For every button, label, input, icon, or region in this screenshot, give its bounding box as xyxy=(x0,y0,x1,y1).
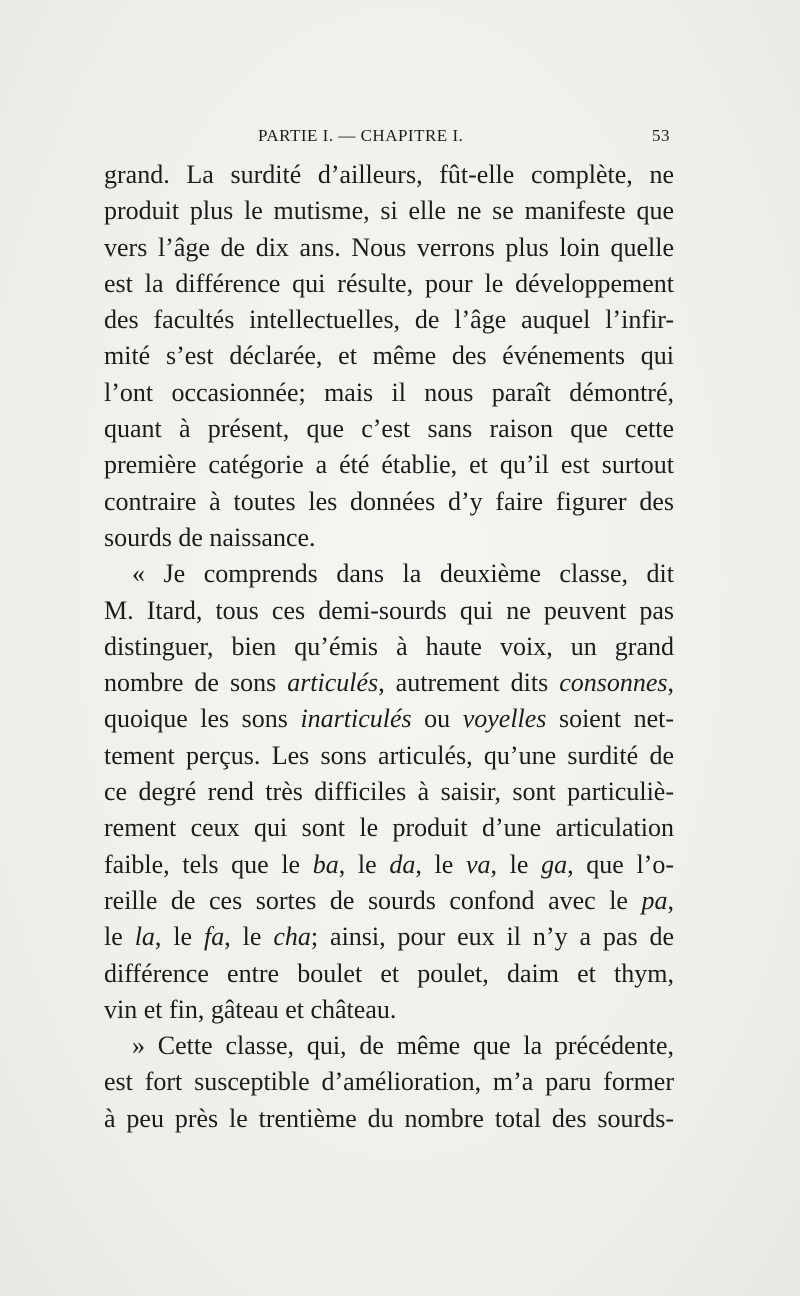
text-line: distinguer, bien qu’émis à haute voix, un grand xyxy=(104,631,674,661)
text-line: l’ont occasionnée; mais il nous paraît démontré, xyxy=(104,377,674,407)
text-line: à peu près le trentième du nombre total des sourds- xyxy=(104,1103,674,1133)
text-line: « Je comprends dans la deuxième classe, dit xyxy=(132,559,674,589)
text-line: vers l’âge de dix ans. Nous verrons plus loin quelle xyxy=(104,232,674,262)
page-header xyxy=(104,124,670,152)
text-line: faible, tels que le ba, le da, le va, le ga, que l’o- xyxy=(104,849,674,879)
text-line: nombre de sons articulés, autrement dits consonnes, xyxy=(104,668,675,698)
text-line: quoique les sons inarticulés ou voyelles soient net- xyxy=(104,704,675,734)
text-line: produit plus le mutisme, si elle ne se manifeste que xyxy=(104,196,674,226)
text-line: mité s’est déclarée, et même des événements qui xyxy=(104,341,674,371)
text-line: différence entre boulet et poulet, daim et thym, xyxy=(104,958,674,988)
body-text xyxy=(104,157,674,1137)
text-line: reille de ces sortes de sourds confond avec le pa, xyxy=(104,885,674,915)
text-line: contraire à toutes les données d’y faire figurer des xyxy=(104,486,674,516)
text-line: le la, le fa, le cha; ainsi, pour eux il n’y a pas de xyxy=(104,922,675,952)
text-line: sourds de naissance. xyxy=(104,522,316,552)
text-line: M. Itard, tous ces demi-sourds qui ne peuvent pas xyxy=(104,595,674,625)
text-line: tement perçus. Les sons articulés, qu’une surdité de xyxy=(104,740,674,770)
running-title: PARTIE I. — CHAPITRE I. xyxy=(258,126,464,145)
text-line: des facultés intellectuelles, de l’âge auquel l’infir- xyxy=(104,305,674,335)
text-line: grand. La surdité d’ailleurs, fût-elle complète, ne xyxy=(104,160,674,189)
page-number: 53 xyxy=(652,126,670,145)
text-line: est la différence qui résulte, pour le développement xyxy=(104,268,674,298)
text-line: rement ceux qui sont le produit d’une articulation xyxy=(104,813,674,843)
text-line: quant à présent, que c’est sans raison que cette xyxy=(104,414,674,444)
text-line: ce degré rend très difficiles à saisir, sont particuliè- xyxy=(104,777,674,807)
text-line: première catégorie a été établie, et qu’il est surtout xyxy=(104,450,674,480)
text-line: » Cette classe, qui, de même que la précédente, xyxy=(132,1031,674,1061)
text-line: est fort susceptible d’amélioration, m’a paru former xyxy=(104,1067,674,1097)
text-line: vin et fin, gâteau et château. xyxy=(104,994,397,1024)
